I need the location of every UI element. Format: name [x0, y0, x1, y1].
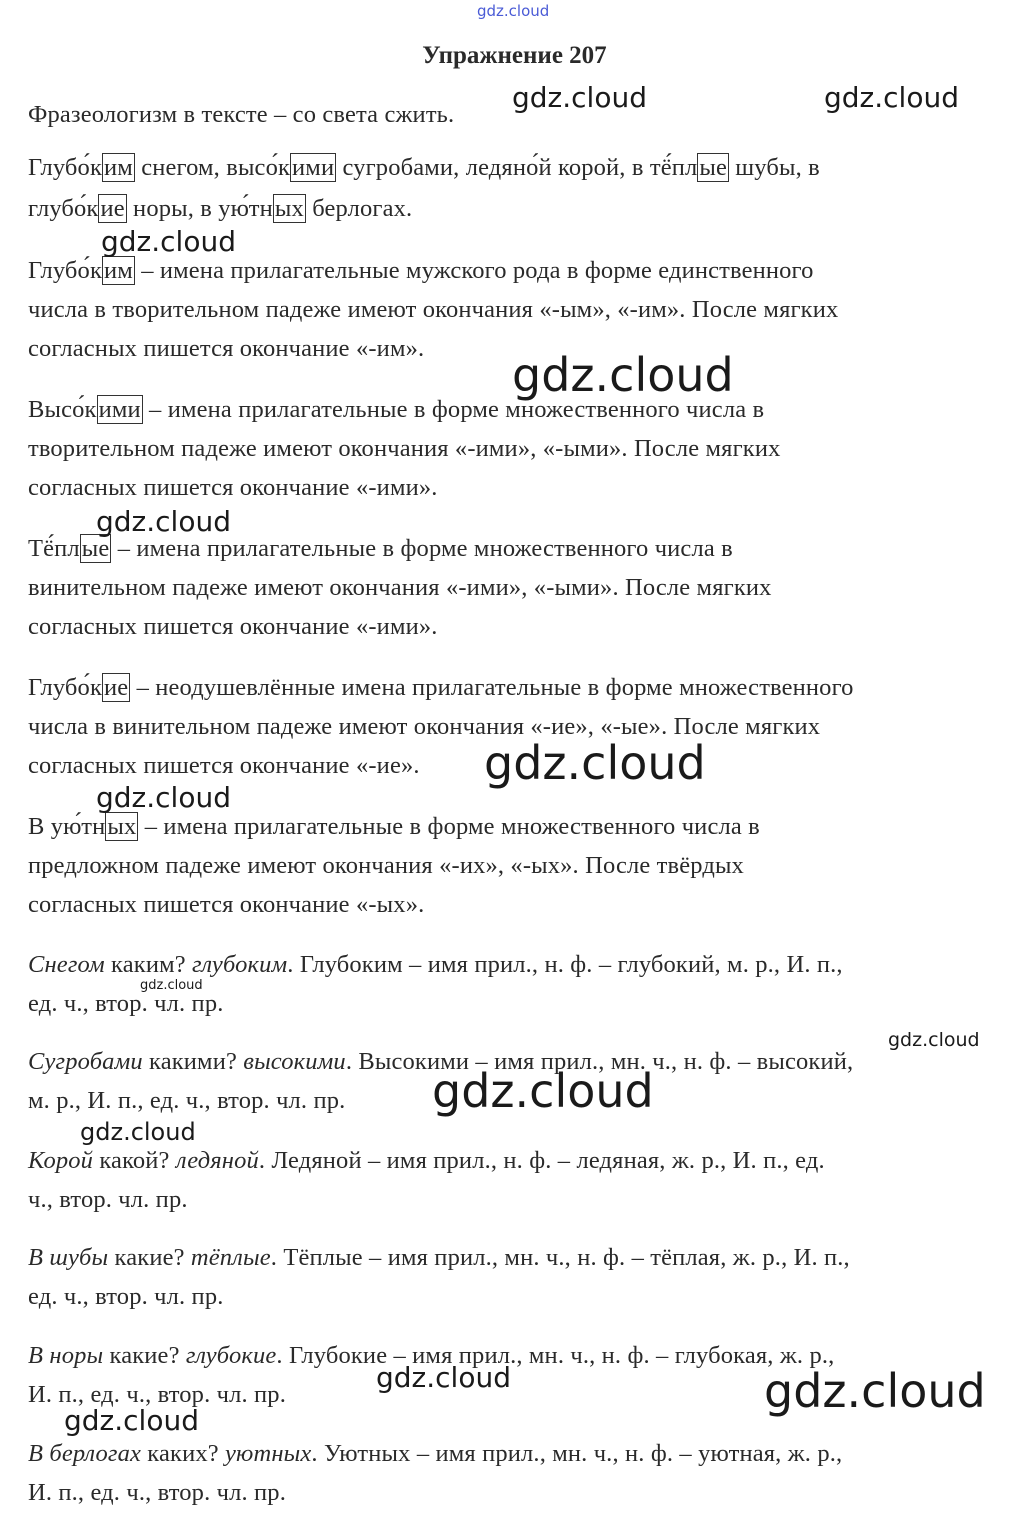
- italic-word: глубокие: [185, 1342, 277, 1369]
- text-segment: какие?: [108, 1244, 191, 1271]
- explanation-line: согласных пишется окончание «-ие».: [28, 752, 420, 779]
- text-segment: Тё́пл: [28, 535, 80, 562]
- watermark: gdz.cloud: [888, 1029, 980, 1051]
- italic-word: ледяной: [175, 1147, 259, 1174]
- explanation-line: творительном падеже имеют окончания «-ими», «-ыми». После мягких: [28, 435, 781, 462]
- boxed-ending: ие: [104, 674, 129, 701]
- watermark: gdz.cloud: [140, 978, 203, 993]
- text-segment: . Высокими – имя прил., мн. ч., н. ф. – высокий,: [345, 1048, 854, 1075]
- text-segment: – неодушевлённые имена прилагательные в форме множественного: [130, 674, 854, 701]
- text-segment: норы, в ую́тн: [126, 195, 273, 222]
- page-title: Упражнение 207: [422, 42, 607, 69]
- boxed-ending: ими: [292, 154, 335, 181]
- watermark: gdz.cloud: [101, 225, 236, 258]
- watermark: gdz.cloud: [432, 1064, 654, 1118]
- boxed-ending: ых: [274, 195, 304, 222]
- explanation-line: [28, 534, 733, 564]
- italic-word: уютных: [225, 1440, 312, 1467]
- text-segment: . Ледяной – имя прил., н. ф. – ледяная, ж. р., И. п., ед.: [258, 1147, 825, 1174]
- text-segment: – имена прилагательные в форме множественного числа в: [142, 396, 765, 423]
- text-segment: глубо́к: [28, 195, 99, 222]
- analysis-line: ед. ч., втор. чл. пр.: [28, 990, 224, 1017]
- text-segment: – имена прилагательные в форме множественного числа в: [138, 813, 760, 840]
- text-segment: сугробами, ледяно́й корой, в тё́пл: [336, 154, 698, 181]
- explanation-line: согласных пишется окончание «-ых».: [28, 891, 425, 918]
- italic-word: В норы: [28, 1342, 104, 1369]
- text-segment: какие?: [103, 1342, 186, 1369]
- boxed-ending: ых: [107, 813, 137, 840]
- analysis-line: [28, 1439, 842, 1469]
- analysis-line: И. п., ед. ч., втор. чл. пр.: [28, 1479, 286, 1506]
- intro-text: Фразеологизм в тексте – со света сжить.: [28, 101, 455, 128]
- boxed-ending: ые: [699, 154, 727, 181]
- italic-word: В шубы: [28, 1244, 109, 1271]
- explanation-line: согласных пишется окончание «-ими».: [28, 613, 438, 640]
- explanation-line: согласных пишется окончание «-ими».: [28, 474, 438, 501]
- watermark: gdz.cloud: [80, 1118, 196, 1146]
- text-segment: . Тёплые – имя прил., мн. ч., н. ф. – тёплая, ж. р., И. п.,: [270, 1244, 850, 1271]
- boxed-ending: ие: [100, 195, 125, 222]
- watermark: gdz.cloud: [484, 736, 706, 790]
- watermark: gdz.cloud: [764, 1364, 986, 1418]
- explanation-line: числа в винительном падеже имеют окончания «-ие», «-ые». После мягких: [28, 713, 821, 740]
- text-segment: шубы, в: [729, 154, 820, 181]
- text-segment: Глубо́к: [28, 154, 102, 181]
- explanation-line: предложном падеже имеют окончания «-их», «-ых». После твёрдых: [28, 852, 744, 879]
- text-segment: Высо́к: [28, 396, 97, 423]
- watermark: gdz.cloud: [512, 81, 647, 114]
- italic-word: Корой: [28, 1147, 94, 1174]
- explanation-line: [28, 673, 854, 703]
- italic-word: В берлогах: [28, 1440, 142, 1467]
- boxed-ending: им: [104, 154, 133, 181]
- text-segment: Глубо́к: [28, 674, 102, 701]
- text-segment: каким?: [104, 951, 193, 978]
- watermark: gdz.cloud: [96, 781, 231, 814]
- watermark: gdz.cloud: [96, 505, 231, 538]
- header-watermark: gdz.cloud: [477, 2, 550, 20]
- watermark: gdz.cloud: [824, 81, 959, 114]
- text-segment: снегом, высо́к: [134, 154, 291, 181]
- analysis-line: [28, 950, 843, 980]
- italic-word: глубоким: [192, 951, 288, 978]
- explanation-line: винительном падеже имеют окончания «-ими», «-ыми». После мягких: [28, 574, 772, 601]
- text-segment: какой?: [93, 1147, 176, 1174]
- text-segment: – имена прилагательные в форме множественного числа в: [111, 535, 733, 562]
- text-segment: . Глубокие – имя прил., мн. ч., н. ф. – глубокая, ж. р.,: [276, 1342, 835, 1369]
- explanation-line: согласных пишется окончание «-им».: [28, 335, 425, 362]
- text-segment: каких?: [141, 1440, 226, 1467]
- sentence-line-2: [28, 194, 412, 224]
- italic-word: высокими: [243, 1048, 346, 1075]
- analysis-line: м. р., И. п., ед. ч., втор. чл. пр.: [28, 1087, 346, 1114]
- boxed-ending: ими: [98, 396, 141, 423]
- boxed-ending: им: [104, 257, 133, 284]
- explanation-line: [28, 256, 814, 286]
- italic-word: Сугробами: [28, 1048, 143, 1075]
- analysis-line: [28, 1243, 850, 1273]
- italic-word: тёплые: [190, 1244, 271, 1271]
- italic-word: Снегом: [28, 951, 105, 978]
- explanation-line: числа в творительном падеже имеют окончания «-ым», «-им». После мягких: [28, 296, 839, 323]
- analysis-line: [28, 1146, 825, 1176]
- analysis-line: ч., втор. чл. пр.: [28, 1186, 188, 1213]
- text-segment: берлогах.: [305, 195, 413, 222]
- text-segment: – имена прилагательные мужского рода в форме единственного: [134, 257, 814, 284]
- text-segment: какими?: [142, 1048, 244, 1075]
- watermark: gdz.cloud: [376, 1361, 511, 1394]
- analysis-line: И. п., ед. ч., втор. чл. пр.: [28, 1381, 286, 1408]
- text-segment: . Уютных – имя прил., мн. ч., н. ф. – уютная, ж. р.,: [311, 1440, 843, 1467]
- sentence-line-1: [28, 153, 820, 183]
- watermark: gdz.cloud: [64, 1404, 199, 1437]
- explanation-line: [28, 812, 760, 842]
- analysis-line: ед. ч., втор. чл. пр.: [28, 1283, 224, 1310]
- text-segment: Глубо́к: [28, 257, 102, 284]
- text-segment: . Глубоким – имя прил., н. ф. – глубокий, м. р., И. п.,: [287, 951, 843, 978]
- text-segment: В ую́тн: [28, 813, 106, 840]
- boxed-ending: ые: [81, 535, 110, 562]
- watermark: gdz.cloud: [512, 348, 734, 402]
